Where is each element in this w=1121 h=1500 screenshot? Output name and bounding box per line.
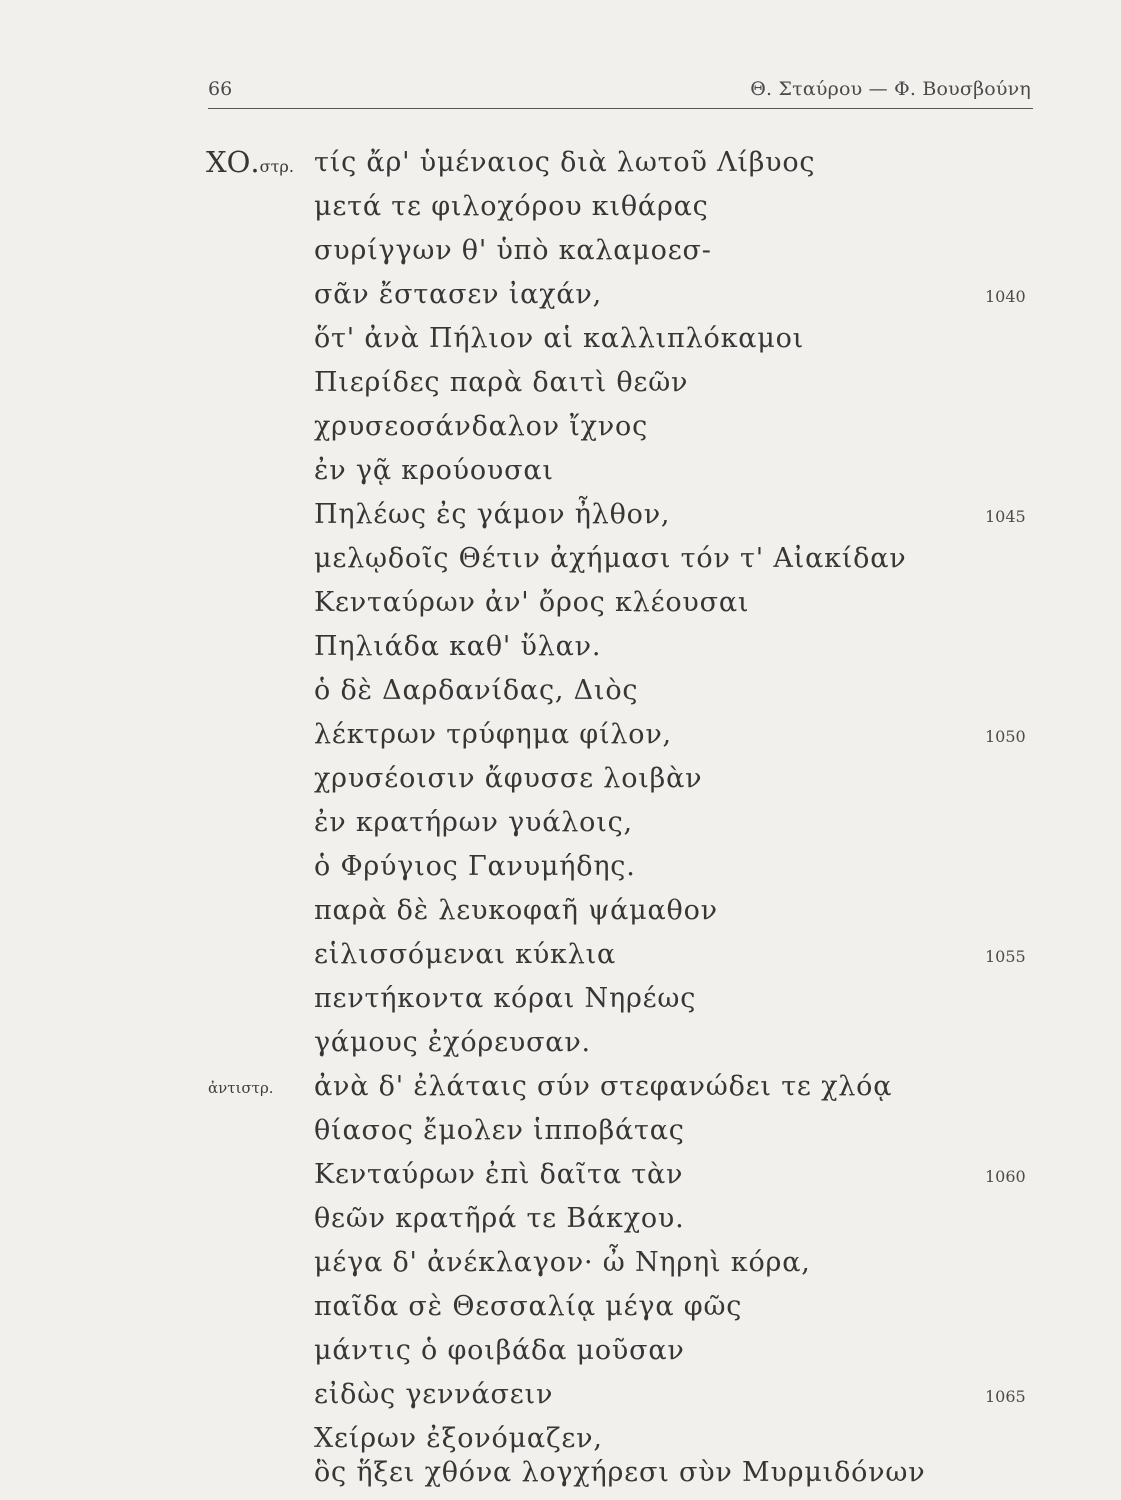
page-number: 66 [208, 78, 233, 100]
verse-text: τίς ἄρ' ὑμέναιος διὰ λωτοῦ Λίβυος [314, 147, 816, 178]
verse-text: Πηλέως ἐς γάμον ἦλθον, [314, 499, 671, 530]
verse-line [0, 448, 1121, 493]
verse-text: Χείρων ἐξονόμαζεν, [314, 1423, 603, 1454]
verse-text: ὁ Φρύγιος Γανυμήδης. [314, 851, 636, 882]
speaker-name: ΧΟ. [206, 145, 260, 179]
verse-line [0, 1450, 1121, 1495]
line-number: 1065 [985, 1387, 1026, 1406]
verse-line [0, 316, 1121, 361]
verse-text: θεῶν κρατῆρά τε Βάκχου. [314, 1203, 685, 1234]
verse-line [0, 888, 1121, 933]
verse-text: χρυσεοσάνδαλον ἴχνος [314, 411, 648, 442]
verse-text: συρίγγων θ' ὑπὸ καλαμοεσ- [314, 235, 712, 266]
verse-line [0, 492, 1121, 537]
verse-text: χρυσέοισιν ἄφυσσε λοιβὰν [314, 763, 703, 794]
verse-text: Κενταύρων ἀν' ὄρος κλέουσαι [314, 587, 750, 618]
running-head: Θ. Σταύρου — Φ. Βουσβούνη [750, 78, 1031, 100]
verse-text: ἀνὰ δ' ἐλάταις σύν στεφανώδει τε χλόᾳ [314, 1071, 893, 1102]
verse-text: ἐν γᾷ κρούουσαι [314, 455, 554, 486]
verse-text: μετά τε φιλοχόρου κιθάρας [314, 191, 709, 222]
line-number: 1055 [985, 947, 1026, 966]
verse-text: μέγα δ' ἀνέκλαγον· ὦ Νηρηὶ κόρα, [314, 1247, 811, 1278]
verse-text: Πηλιάδα καθ' ὕλαν. [314, 631, 602, 662]
verse-text: εἰδὼς γεννάσειν [314, 1379, 554, 1410]
verse-line [0, 1108, 1121, 1153]
antistrophe-label: ἀντιστρ. [208, 1079, 274, 1097]
verse-text: ὁ δὲ Δαρδανίδας, Διὸς [314, 675, 639, 706]
verse-text: μελῳδοῖς Θέτιν ἀχήμασι τόν τ' Αἰακίδαν [314, 543, 907, 574]
verse-text: γάμους ἐχόρευσαν. [314, 1027, 591, 1058]
verse-line [0, 1196, 1121, 1241]
verse-line [0, 712, 1121, 757]
verse-line [0, 1020, 1121, 1065]
verse-text: Κενταύρων ἐπὶ δαῖτα τὰν [314, 1159, 684, 1190]
verse-line [0, 404, 1121, 449]
verse-line [0, 932, 1121, 977]
verse-line [0, 844, 1121, 889]
line-number: 1040 [985, 287, 1026, 306]
verse-line [0, 1372, 1121, 1417]
speaker-label [206, 140, 294, 189]
verse-line [0, 360, 1121, 405]
verse-line [0, 800, 1121, 845]
verse-text: παῖδα σὲ Θεσσαλίᾳ μέγα φῶς [314, 1291, 743, 1322]
verse-line [0, 1328, 1121, 1373]
verse-line [0, 624, 1121, 669]
verse-line [0, 184, 1121, 229]
verse-text: παρὰ δὲ λευκοφαῆ ψάμαθον [314, 895, 718, 926]
verse-line [0, 668, 1121, 713]
verse-line [0, 756, 1121, 801]
verse-line [0, 536, 1121, 581]
verse-line [0, 1152, 1121, 1197]
verse-line [0, 976, 1121, 1021]
verse-text: εἱλισσόμεναι κύκλια [314, 939, 617, 970]
verse-text: ὅτ' ἀνὰ Πήλιον αἱ καλλιπλόκαμοι [314, 323, 805, 354]
verse-text: μάντις ὁ φοιβάδα μοῦσαν [314, 1335, 685, 1366]
verse-text: σᾶν ἔστασεν ἰαχάν, [314, 279, 602, 310]
verse-line [0, 140, 1121, 185]
strophe-label: στρ. [259, 157, 294, 176]
verse-text: ἐν κρατήρων γυάλοις, [314, 807, 633, 838]
verse-text: λέκτρων τρύφημα φίλον, [314, 719, 672, 750]
verse-text: πεντήκοντα κόραι Νηρέως [314, 983, 697, 1014]
line-number: 1045 [985, 507, 1026, 526]
verse-line [0, 1064, 1121, 1109]
line-number: 1060 [985, 1167, 1026, 1186]
verse-line [0, 580, 1121, 625]
verse-line [0, 272, 1121, 317]
line-number: 1050 [985, 727, 1026, 746]
verse-line [0, 228, 1121, 273]
verse-line [0, 1240, 1121, 1285]
page-header [208, 72, 1033, 109]
verse-line [0, 1284, 1121, 1329]
verse-text: θίασος ἔμολεν ἱπποβάτας [314, 1115, 685, 1146]
verse-text: ὃς ἥξει χθόνα λογχήρεσι σὺν Μυρμιδόνων [314, 1457, 926, 1488]
verse-text: Πιερίδες παρὰ δαιτὶ θεῶν [314, 367, 689, 398]
